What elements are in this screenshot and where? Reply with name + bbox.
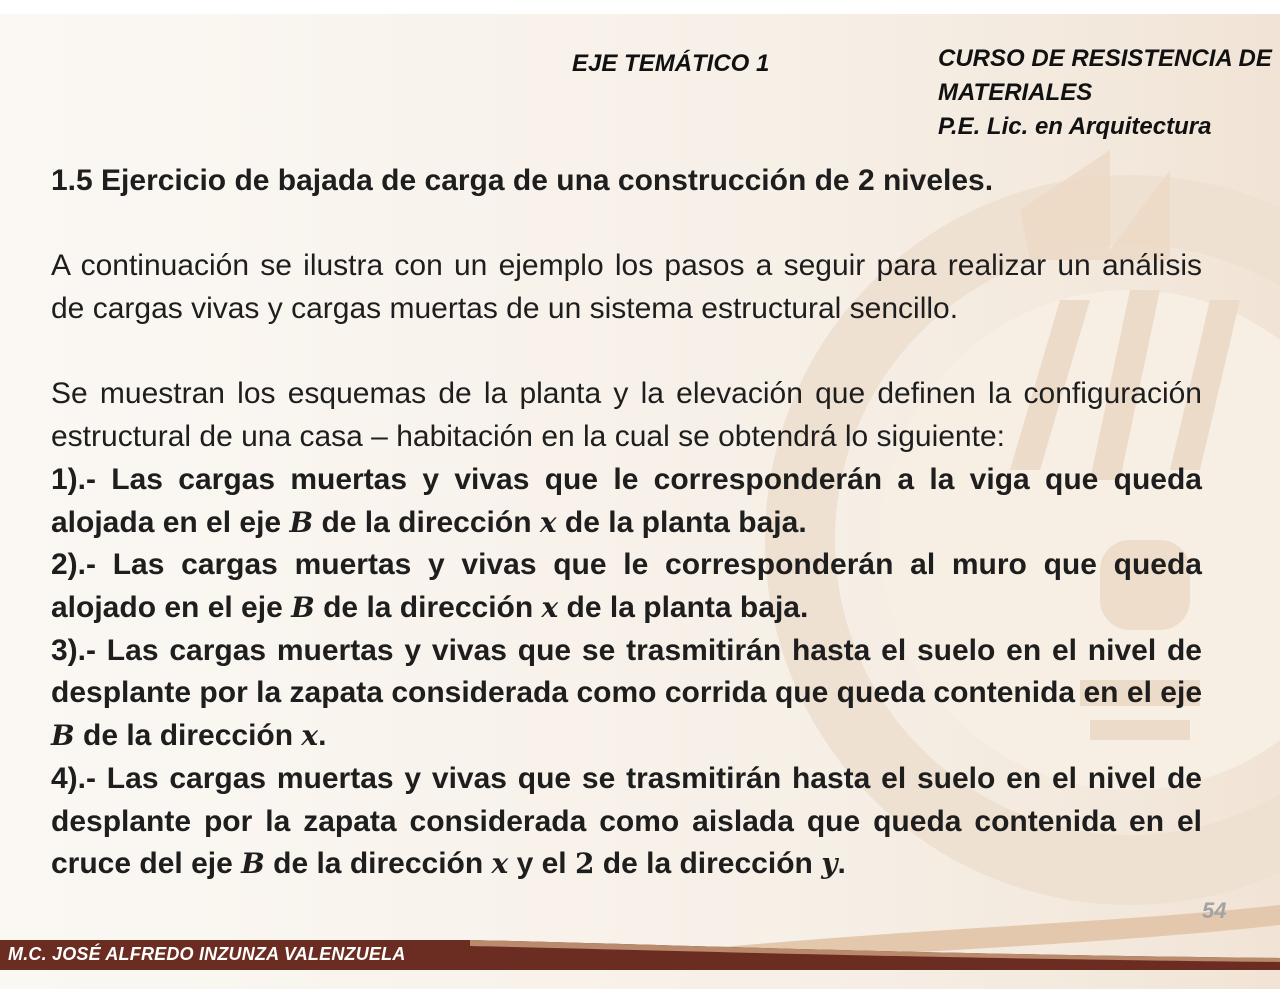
math-var: B bbox=[51, 719, 75, 753]
list-item: 1).- Las cargas muertas y vivas que le corresponderán a la viga que queda alojada en el eje B de la dirección x de la planta baja. bbox=[51, 462, 1202, 539]
course-title-line2: MATERIALES bbox=[938, 79, 1093, 106]
math-var: y bbox=[821, 847, 838, 881]
math-var: x bbox=[541, 591, 559, 624]
author-footer: M.C. JOSÉ ALFREDO INZUNZA VALENZUELA bbox=[8, 944, 406, 964]
math-var: x bbox=[491, 847, 509, 881]
list-item: 2).- Las cargas muertas y vivas que le corresponderán al muro que queda alojado en el eje B de la dirección x de la planta baja. bbox=[51, 548, 1202, 624]
page-number: 54 bbox=[1202, 898, 1227, 923]
math-var: x bbox=[539, 505, 557, 539]
math-var: B bbox=[291, 591, 315, 624]
math-number: 2 bbox=[574, 847, 595, 881]
course-title-line1: CURSO DE RESISTENCIA DE bbox=[938, 45, 1272, 72]
section-heading: 1.5 Ejercicio de bajada de carga de una construcción de 2 niveles. bbox=[51, 164, 994, 197]
math-var: B bbox=[241, 847, 265, 881]
intro-paragraph: A continuación se ilustra con un ejemplo los pasos a seguir para realizar un análisis de cargas vivas y cargas muertas de un sistema estructural sencillo. bbox=[51, 249, 1202, 326]
slide-content bbox=[51, 160, 1202, 886]
math-var: B bbox=[289, 505, 314, 539]
program-name: P.E. Lic. en Arquitectura bbox=[938, 113, 1212, 140]
course-header bbox=[938, 42, 1272, 144]
list-item: 3).- Las cargas muertas y vivas que se trasmitirán hasta el suelo en el nivel de desplante por la zapata considerada como corrida que queda contenida en el eje B de la dirección x. bbox=[51, 633, 1202, 753]
description-paragraph: Se muestran los esquemas de la planta y la elevación que definen la configuración estructural de una casa – habitación en la cual se obtendrá lo siguiente: bbox=[51, 377, 1202, 454]
topic-header: EJE TEMÁTICO 1 bbox=[572, 50, 770, 77]
list-item: 4).- Las cargas muertas y vivas que se trasmitirán hasta el suelo en el nivel de desplante por la zapata considerada como aislada que queda contenida en el cruce del eje B de la dirección x y el 2 de la dirección y. bbox=[51, 761, 1202, 881]
math-var: x bbox=[301, 719, 319, 753]
